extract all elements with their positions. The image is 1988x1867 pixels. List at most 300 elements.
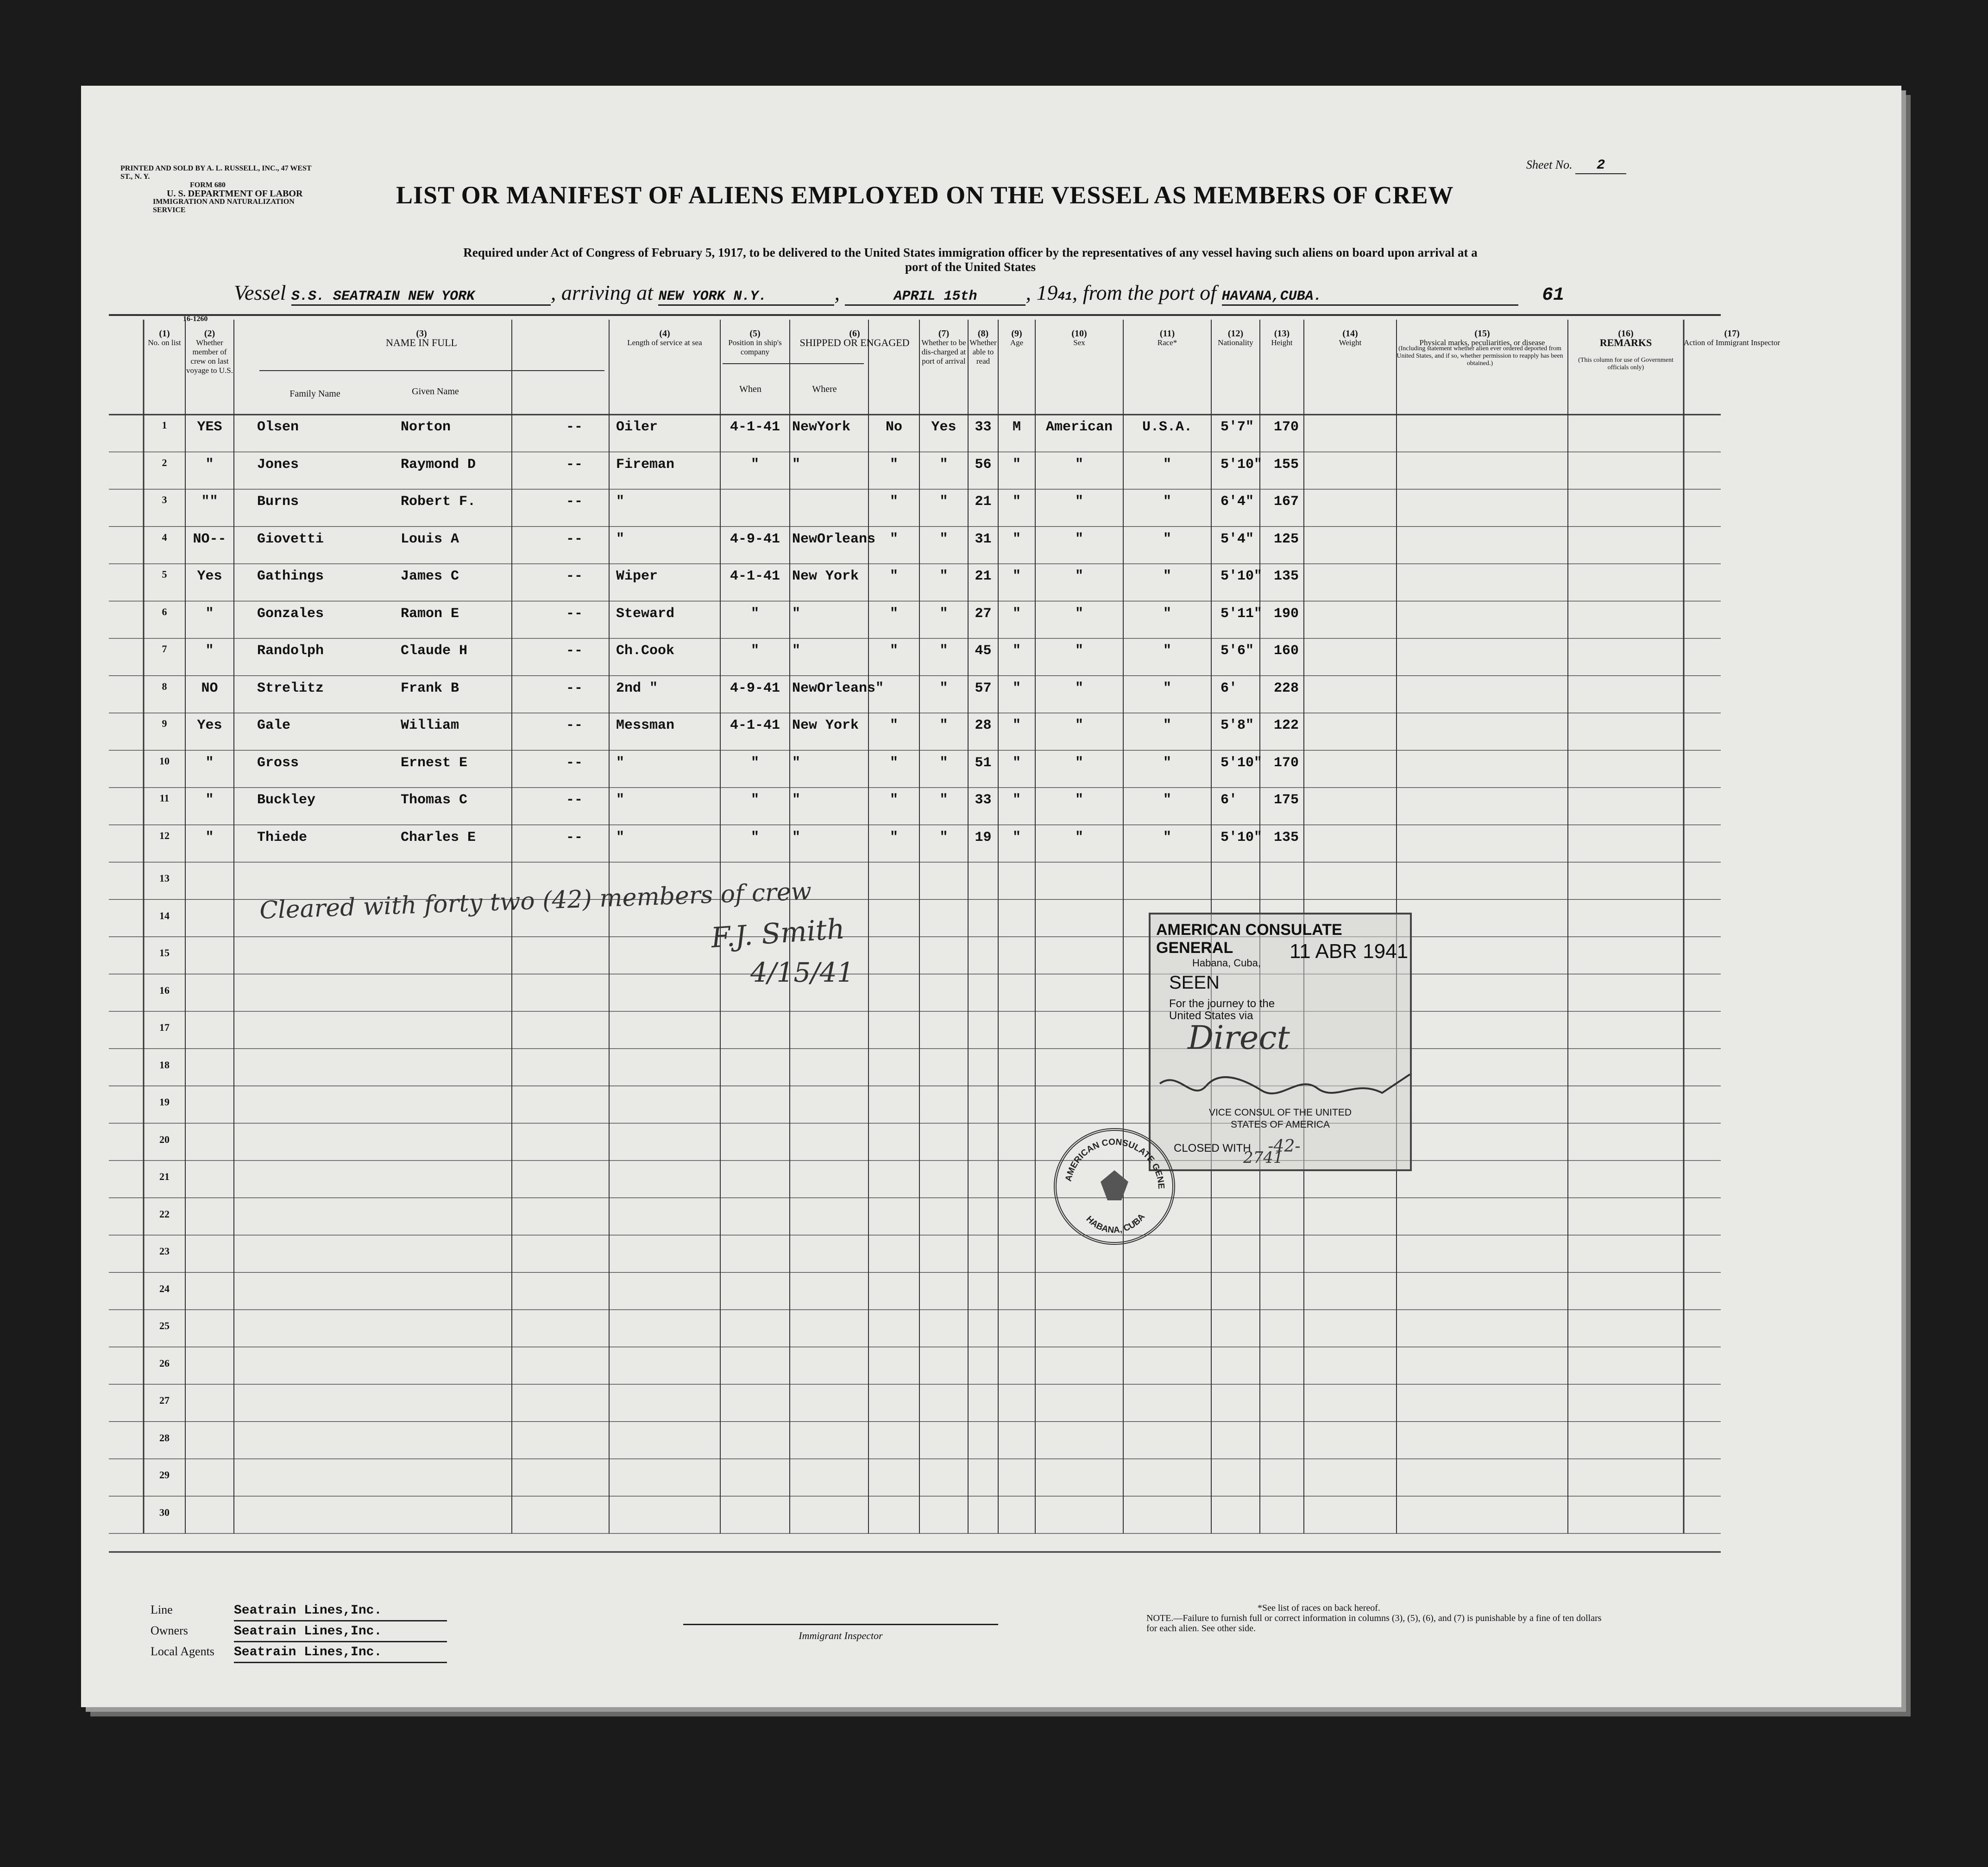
column-header — [919, 329, 968, 366]
footer-owners — [151, 1621, 447, 1642]
stamp-title: AMERICAN CONSULATE GENERAL — [1156, 921, 1342, 957]
cell-weight: 167 — [1274, 494, 1299, 510]
cell-weight: 160 — [1274, 643, 1299, 659]
cell-when: 4-1-41 — [730, 419, 780, 435]
cell-given: Thomas C — [401, 792, 468, 808]
empty-row-number: 17 — [159, 1022, 170, 1033]
cell-height: 6' — [1220, 680, 1238, 696]
cell-nationality: U.S.A. — [1142, 419, 1193, 435]
arrival-date: APRIL 15th — [845, 289, 1025, 306]
cell-age: 28 — [975, 718, 992, 733]
cell-read: " — [939, 531, 948, 547]
cell-when: " — [750, 755, 759, 771]
column-label: Age — [1010, 338, 1024, 347]
cell-weight: 170 — [1274, 755, 1299, 771]
cell-race: " — [1075, 829, 1083, 845]
cell-where: " — [792, 606, 801, 622]
vice-consul-signature — [1141, 1065, 1419, 1109]
cell-race: " — [1075, 792, 1083, 808]
cell-discharged: " — [889, 568, 898, 584]
cell-sex: " — [1012, 568, 1021, 584]
cell-sex: " — [1012, 494, 1021, 510]
cell-nationality: " — [1163, 531, 1171, 547]
year-prefix: , 19 — [1025, 281, 1058, 304]
cell-nationality: " — [1163, 680, 1171, 696]
empty-row-number: 19 — [159, 1096, 170, 1108]
cell-where: " — [792, 643, 801, 659]
stamp-closed-value: -42- — [1268, 1137, 1301, 1156]
cell-no: 4 — [162, 531, 167, 543]
department: U. S. DEPARTMENT OF LABOR — [167, 189, 303, 199]
signature-date: 4/15/41 — [750, 957, 854, 988]
empty-row-number: 27 — [159, 1394, 170, 1406]
svg-text:HABANA, CUBA — [1084, 1212, 1147, 1235]
column-number: (17) — [1724, 328, 1740, 339]
cell-nationality: " — [1163, 606, 1171, 622]
cell-position: Steward — [616, 606, 675, 622]
cell-given: Ramon E — [401, 606, 459, 622]
inspector-note: (This column for use of Government officials only) — [1578, 357, 1673, 371]
column-header — [1568, 329, 1684, 347]
column-label: Physical marks, peculiarities, or disease — [1419, 338, 1545, 347]
cell-nationality: " — [1163, 494, 1171, 510]
cell-discharged: No — [885, 419, 902, 435]
cell-family: Thiede — [257, 829, 308, 845]
cell-sex: " — [1012, 680, 1021, 696]
cell-sex: " — [1012, 792, 1021, 808]
vessel-label: Vessel — [234, 281, 286, 304]
cell-weight: 170 — [1274, 419, 1299, 435]
cell-given: Frank B — [401, 680, 459, 696]
column-header — [234, 329, 609, 347]
line-value: Seatrain Lines,Inc. — [234, 1602, 447, 1621]
page-title: LIST OR MANIFEST OF ALIENS EMPLOYED ON THE VESSEL AS MEMBERS OF CREW — [396, 181, 1454, 209]
cell-age: 57 — [975, 680, 992, 696]
cell-read: " — [939, 643, 948, 659]
cell-crew: "" — [201, 494, 218, 510]
column-header — [185, 329, 234, 375]
fine-note: NOTE.—Failure to furnish full or correct information in columns (3), (5), (6), and (7) is punishable by a fine of ten dollars for each alien. See other side. — [1146, 1613, 1602, 1634]
cell-crew: " — [205, 456, 214, 473]
cell-discharged: " — [889, 494, 898, 510]
cell-where: New York — [792, 718, 859, 733]
empty-row-number: 14 — [159, 909, 170, 921]
cell-service: -- — [566, 680, 583, 696]
cell-when: " — [750, 456, 759, 473]
cell-weight: 135 — [1274, 568, 1299, 584]
column-number: (12) — [1227, 328, 1244, 339]
cell-read: " — [939, 829, 948, 845]
cell-read: Yes — [931, 419, 956, 435]
empty-row-number: 30 — [159, 1506, 170, 1518]
stamp-via: Direct — [1188, 1019, 1290, 1057]
column-number: (7) — [938, 328, 950, 339]
cell-crew: NO-- — [193, 531, 226, 547]
column-label: NAME IN FULL — [386, 337, 457, 348]
stamp-seen: SEEN — [1169, 972, 1220, 993]
cell-no: 11 — [159, 792, 170, 804]
cell-family: Gathings — [257, 568, 324, 584]
cell-read: " — [939, 494, 948, 510]
cell-no: 2 — [162, 456, 167, 468]
vessel-name: S.S. SEATRAIN NEW YORK — [291, 289, 551, 306]
column-label: REMARKS — [1599, 337, 1652, 348]
cell-where: " — [792, 456, 801, 473]
subtitle-line-1: Required under Act of Congress of February 5, 1917, to be delivered to the United States immigration officer by the representatives of any vessel having such aliens on board upon arrival at a — [463, 246, 1478, 259]
cell-race: " — [1075, 680, 1083, 696]
cell-discharged: " — [889, 755, 898, 771]
cell-service: -- — [566, 829, 583, 845]
cell-height: 5'6" — [1220, 643, 1254, 659]
column-number: (5) — [749, 328, 761, 339]
seal-inner-text: HABANA, CUBA — [1084, 1212, 1147, 1236]
column-label: Race* — [1157, 338, 1177, 347]
cell-family: Gross — [257, 755, 299, 771]
cell-position: " — [616, 531, 625, 547]
column-label: Whether to be dis-charged at port of arrival — [921, 338, 966, 366]
column-header — [790, 329, 919, 347]
cell-age: 21 — [975, 494, 992, 510]
cell-sex: " — [1012, 829, 1021, 845]
cell-position: Wiper — [616, 568, 658, 584]
cell-age: 33 — [975, 419, 992, 435]
stamp-city: Habana, Cuba, — [1192, 957, 1261, 969]
eagle-emblem — [1101, 1170, 1128, 1200]
cell-service: -- — [566, 643, 583, 659]
cell-no: 8 — [162, 680, 167, 692]
vice-consul-signature-mark — [1141, 1065, 1419, 1107]
cell-given: Charles E — [401, 829, 476, 845]
cell-discharged: " — [889, 531, 898, 547]
cell-weight: 135 — [1274, 829, 1299, 845]
cell-race: " — [1075, 643, 1083, 659]
given-name-header: Given Name — [412, 386, 459, 397]
stamp-closed-label: CLOSED WITH — [1174, 1142, 1251, 1154]
cell-no: 9 — [162, 718, 167, 729]
cell-service: -- — [566, 568, 583, 584]
cell-weight: 228 — [1274, 680, 1299, 696]
cell-given: Norton — [401, 419, 451, 435]
cell-age: 51 — [975, 755, 992, 771]
column-number: (11) — [1159, 328, 1175, 339]
cell-where: " — [792, 755, 801, 771]
column-label: Action of Immigrant Inspector — [1684, 338, 1780, 347]
cell-where: NewYork — [792, 419, 851, 435]
sheet-label: Sheet No. — [1526, 158, 1573, 171]
cell-family: Buckley — [257, 792, 316, 808]
cell-when: 4-9-41 — [730, 531, 780, 547]
inspector-signature-line: Immigrant Inspector — [683, 1624, 998, 1642]
cell-discharged: " — [889, 643, 898, 659]
cell-when: 4-9-41 — [730, 680, 780, 696]
cell-race: " — [1075, 494, 1083, 510]
cell-read: " — [939, 568, 948, 584]
cell-when: " — [750, 643, 759, 659]
cell-race: " — [1075, 531, 1083, 547]
column-number: (8) — [977, 328, 989, 339]
cell-given: Robert F. — [401, 494, 476, 510]
cell-position: Ch.Cook — [616, 643, 675, 659]
cell-crew: " — [205, 755, 214, 771]
cell-age: 33 — [975, 792, 992, 808]
cell-height: 6'4" — [1220, 494, 1254, 510]
cell-when: " — [750, 606, 759, 622]
empty-row-number: 18 — [159, 1059, 170, 1071]
footer-line — [151, 1601, 447, 1621]
column-label: Sex — [1073, 338, 1085, 347]
column-header — [1035, 329, 1123, 347]
column-header — [1123, 329, 1211, 347]
arriving-label: , arriving at — [550, 281, 653, 304]
cell-family: Strelitz — [257, 680, 324, 696]
cell-read: " — [939, 456, 948, 473]
cell-read: " — [939, 606, 948, 622]
consulate-seal — [1054, 1128, 1175, 1245]
agents-value: Seatrain Lines,Inc. — [234, 1643, 447, 1663]
cell-height: 5'8" — [1220, 718, 1254, 733]
empty-row-number: 15 — [159, 947, 170, 959]
cell-service: -- — [566, 456, 583, 473]
from-label: , from the port of — [1072, 281, 1217, 304]
consulate-stamp — [1149, 913, 1412, 1171]
cell-service: -- — [566, 792, 583, 808]
cell-height: 5'4" — [1220, 531, 1254, 547]
column-label: Height — [1271, 338, 1293, 347]
cell-no: 7 — [162, 643, 167, 655]
cell-when: 4-1-41 — [730, 718, 780, 733]
owners-value: Seatrain Lines,Inc. — [234, 1622, 447, 1642]
cell-sex: " — [1012, 531, 1021, 547]
cell-when: " — [750, 829, 759, 845]
line-label: Line — [151, 1603, 173, 1616]
cell-given: Ernest E — [401, 755, 468, 771]
cell-nationality: " — [1163, 718, 1171, 733]
races-note: *See list of races on back hereof. — [1258, 1603, 1380, 1613]
form-code: 16-1260 — [183, 315, 208, 323]
cell-discharged: " — [889, 792, 898, 808]
empty-row-number: 28 — [159, 1432, 170, 1444]
cell-read: " — [939, 792, 948, 808]
year-suffix: 41 — [1057, 290, 1072, 303]
cell-height: 5'7" — [1220, 419, 1254, 435]
cell-given: William — [401, 718, 459, 733]
column-label: Nationality — [1218, 338, 1253, 347]
cell-age: 45 — [975, 643, 992, 659]
column-header — [609, 329, 720, 347]
cell-given: Claude H — [401, 643, 468, 659]
cell-nationality: " — [1163, 792, 1171, 808]
column-number: (1) — [159, 328, 170, 339]
cell-position: " — [616, 755, 625, 771]
empty-row-number: 16 — [159, 984, 170, 996]
cell-sex: M — [1012, 419, 1021, 435]
column-number: (4) — [659, 328, 670, 339]
column-number: (10) — [1071, 328, 1087, 339]
empty-row-number: 26 — [159, 1357, 170, 1369]
cell-family: Giovetti — [257, 531, 324, 547]
cell-position: Oiler — [616, 419, 658, 435]
empty-row-number: 20 — [159, 1133, 170, 1145]
cell-crew: Yes — [197, 568, 222, 584]
service-name: IMMIGRATION AND NATURALIZATION SERVICE — [153, 198, 295, 214]
form-number: FORM 680 — [190, 181, 226, 189]
cell-race: American — [1045, 419, 1113, 435]
cell-age: 56 — [975, 456, 992, 473]
clearance-note: Cleared with forty two (42) members of crew — [259, 877, 812, 925]
empty-row-number: 13 — [159, 872, 170, 884]
cell-family: Randolph — [257, 643, 324, 659]
cell-age: 31 — [975, 531, 992, 547]
owners-label: Owners — [151, 1624, 188, 1637]
cell-height: 5'10" — [1220, 755, 1263, 771]
cell-family: Burns — [257, 494, 299, 510]
cell-service: -- — [566, 718, 583, 733]
column-label: No. on list — [148, 338, 181, 347]
footer-agents-row — [151, 1642, 447, 1663]
column-label: Length of service at sea — [627, 338, 702, 347]
cell-family: Gonzales — [257, 606, 324, 622]
cell-no: 6 — [162, 606, 167, 618]
cell-family: Olsen — [257, 419, 299, 435]
column-number: (3) — [416, 328, 427, 339]
page-number: 61 — [1542, 285, 1565, 306]
cell-nationality: " — [1163, 643, 1171, 659]
remarks-note: (Including statement whether alien ever ordered deported from United States, and if so, whether permission to reapply has been obtained.) — [1397, 345, 1563, 367]
stamp-journey: For the journey to the United States via — [1169, 997, 1275, 1022]
cell-nationality: " — [1163, 456, 1171, 473]
cell-age: 19 — [975, 829, 992, 845]
cell-read: " — [939, 680, 948, 696]
cell-height: 5'10" — [1220, 456, 1263, 473]
cell-crew: Yes — [197, 718, 222, 733]
when-header: When — [739, 384, 761, 394]
cell-nationality: " — [1163, 829, 1171, 845]
cell-weight: 175 — [1274, 792, 1299, 808]
empty-row-number: 24 — [159, 1282, 170, 1294]
cell-no: 3 — [162, 494, 167, 505]
column-number: (15) — [1474, 328, 1490, 339]
cell-sex: " — [1012, 755, 1021, 771]
cell-nationality: " — [1163, 568, 1171, 584]
cell-weight: 190 — [1274, 606, 1299, 622]
footer-agents — [151, 1601, 447, 1663]
where-header: Where — [812, 384, 837, 394]
cell-race: " — [1075, 568, 1083, 584]
seal-outer-text: AMERICAN CONSULATE GENE — [1063, 1137, 1166, 1190]
cell-family: Jones — [257, 456, 299, 473]
cell-service: -- — [566, 494, 583, 510]
cell-where: " — [792, 792, 801, 808]
cell-position: " — [616, 829, 625, 845]
cell-service: -- — [566, 606, 583, 622]
column-label: Whether able to read — [969, 338, 997, 366]
cell-where: New York — [792, 568, 859, 584]
column-number: (9) — [1011, 328, 1022, 339]
cell-position: Fireman — [616, 456, 675, 473]
cell-height: 5'10" — [1220, 568, 1263, 584]
cell-discharged: " — [889, 829, 898, 845]
column-label: SHIPPED OR ENGAGED — [799, 337, 910, 348]
cell-given: Raymond D — [401, 456, 476, 473]
cell-read: " — [939, 755, 948, 771]
cell-when: 4-1-41 — [730, 568, 780, 584]
cell-position: " — [616, 792, 625, 808]
cell-no: 1 — [162, 419, 167, 431]
stamp-fee: 2741 — [1243, 1148, 1283, 1167]
cell-height: 5'11" — [1220, 606, 1263, 622]
subtitle-line-2: port of the United States — [905, 260, 1036, 274]
column-label: Position in ship's company — [728, 338, 782, 356]
departure-port: HAVANA,CUBA. — [1222, 289, 1518, 306]
cell-weight: 122 — [1274, 718, 1299, 733]
cell-position: Messman — [616, 718, 675, 733]
column-label: Weight — [1339, 338, 1362, 347]
cell-service: -- — [566, 419, 583, 435]
cell-discharged: " — [889, 456, 898, 473]
cell-no: 12 — [159, 829, 170, 841]
cell-where: NewOrleans — [792, 531, 876, 547]
cell-discharged: " — [889, 718, 898, 733]
cell-where: " — [792, 829, 801, 845]
vessel-line: Vessel S.S. SEATRAIN NEW YORK , arriving at NEW YORK N.Y. , APRIL 15th , 1941, from the port of HAVANA,CUBA. 61 — [234, 281, 1565, 306]
column-header — [1211, 329, 1260, 347]
column-number: (16) — [1618, 328, 1634, 339]
stamp-vice-consul: VICE CONSUL OF THE UNITED STATES OF AMERICA — [1208, 1107, 1352, 1130]
empty-row-number: 23 — [159, 1245, 170, 1257]
cell-given: Louis A — [401, 531, 459, 547]
cell-when: " — [750, 792, 759, 808]
footer-note — [1146, 1603, 1610, 1634]
cell-crew: " — [205, 829, 214, 845]
cell-given: James C — [401, 568, 459, 584]
stamp-date: 11 ABR 1941 — [1290, 940, 1409, 963]
cell-position: 2nd " — [616, 680, 658, 696]
column-header — [1260, 329, 1304, 347]
cell-discharged: " — [889, 606, 898, 622]
cell-no: 5 — [162, 568, 167, 580]
printer-line: PRINTED AND SOLD BY A. L. RUSSELL, INC., 47 WEST ST., N. Y. — [120, 164, 312, 181]
cell-sex: " — [1012, 606, 1021, 622]
column-number: (6) — [849, 328, 860, 339]
cell-sex: " — [1012, 718, 1021, 733]
cell-where: NewOrleans" — [792, 680, 884, 696]
column-header — [720, 329, 790, 357]
empty-row-number: 22 — [159, 1208, 170, 1220]
cell-family: Gale — [257, 718, 291, 733]
cell-race: " — [1075, 718, 1083, 733]
inspector-signature: F.J. Smith — [710, 913, 846, 954]
cell-weight: 155 — [1274, 456, 1299, 473]
cell-crew: NO — [201, 680, 218, 696]
cell-age: 27 — [975, 606, 992, 622]
seal-graphic — [1057, 1131, 1172, 1242]
column-header — [1397, 329, 1568, 347]
empty-row-number: 21 — [159, 1171, 170, 1182]
family-name-header: Family Name — [289, 389, 340, 399]
cell-weight: 125 — [1274, 531, 1299, 547]
cell-race: " — [1075, 606, 1083, 622]
cell-no: 10 — [159, 755, 170, 767]
column-number: (13) — [1274, 328, 1290, 339]
column-header — [1684, 329, 1780, 347]
cell-race: " — [1075, 456, 1083, 473]
cell-height: 5'10" — [1220, 829, 1263, 845]
column-header — [1304, 329, 1397, 347]
cell-position: " — [616, 494, 625, 510]
cell-race: " — [1075, 755, 1083, 771]
cell-height: 6' — [1220, 792, 1238, 808]
sheet-value: 2 — [1575, 158, 1626, 174]
